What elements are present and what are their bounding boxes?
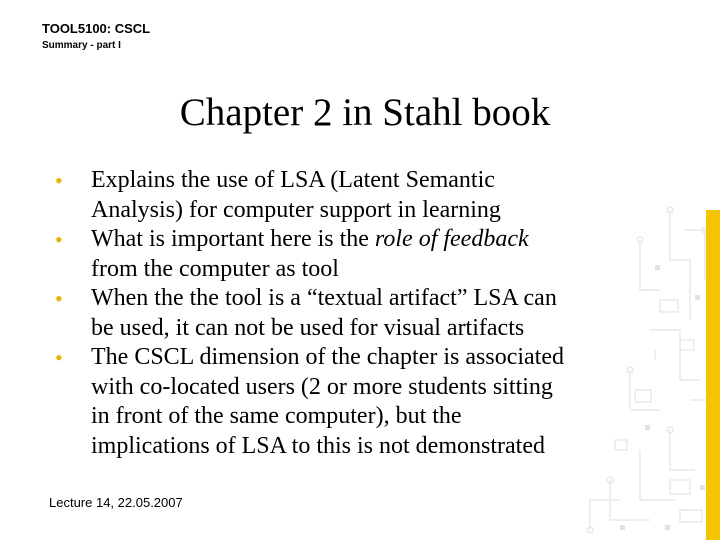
course-subtitle: Summary - part I: [42, 40, 121, 51]
bullet-item: [0, 225, 700, 284]
bullet-line: Analysis) for computer support in learning: [91, 196, 501, 223]
bullet-line: When the the tool is a “textual artifact” LSA can: [91, 285, 557, 311]
bullet-line: in front of the same computer), but the: [91, 403, 462, 429]
bullet-icon: •: [55, 345, 63, 370]
bullet-line: from the computer as tool: [91, 255, 339, 282]
bullet-line: The CSCL dimension of the chapter is associated: [91, 344, 565, 370]
bullet-item: [0, 284, 700, 343]
bullet-line: implications of LSA to this is not demonstrated: [91, 432, 545, 459]
bullet-item: [0, 166, 700, 225]
emphasis-text: role of feedback: [374, 226, 529, 252]
bullet-icon: •: [55, 168, 63, 193]
bullet-text-plain: What is important here is the: [91, 226, 375, 252]
course-label: TOOL5100: CSCL: [42, 21, 151, 36]
bullet-line: with co-located users (2 or more students sitting: [91, 373, 553, 400]
footer-lecture-date: Lecture 14, 22.05.2007: [49, 495, 183, 510]
bullet-line: be used, it can not be used for visual artifacts: [91, 314, 525, 341]
slide-title: Chapter 2 in Stahl book: [179, 91, 551, 134]
bullet-line: [91, 225, 700, 255]
bullet-icon: •: [55, 286, 63, 311]
bullet-item: [0, 343, 700, 461]
bullet-line: Explains the use of LSA (Latent Semantic: [91, 167, 495, 193]
yellow-accent-bar: [706, 210, 720, 540]
bullet-list: [0, 166, 700, 461]
bullet-icon: •: [55, 227, 63, 252]
